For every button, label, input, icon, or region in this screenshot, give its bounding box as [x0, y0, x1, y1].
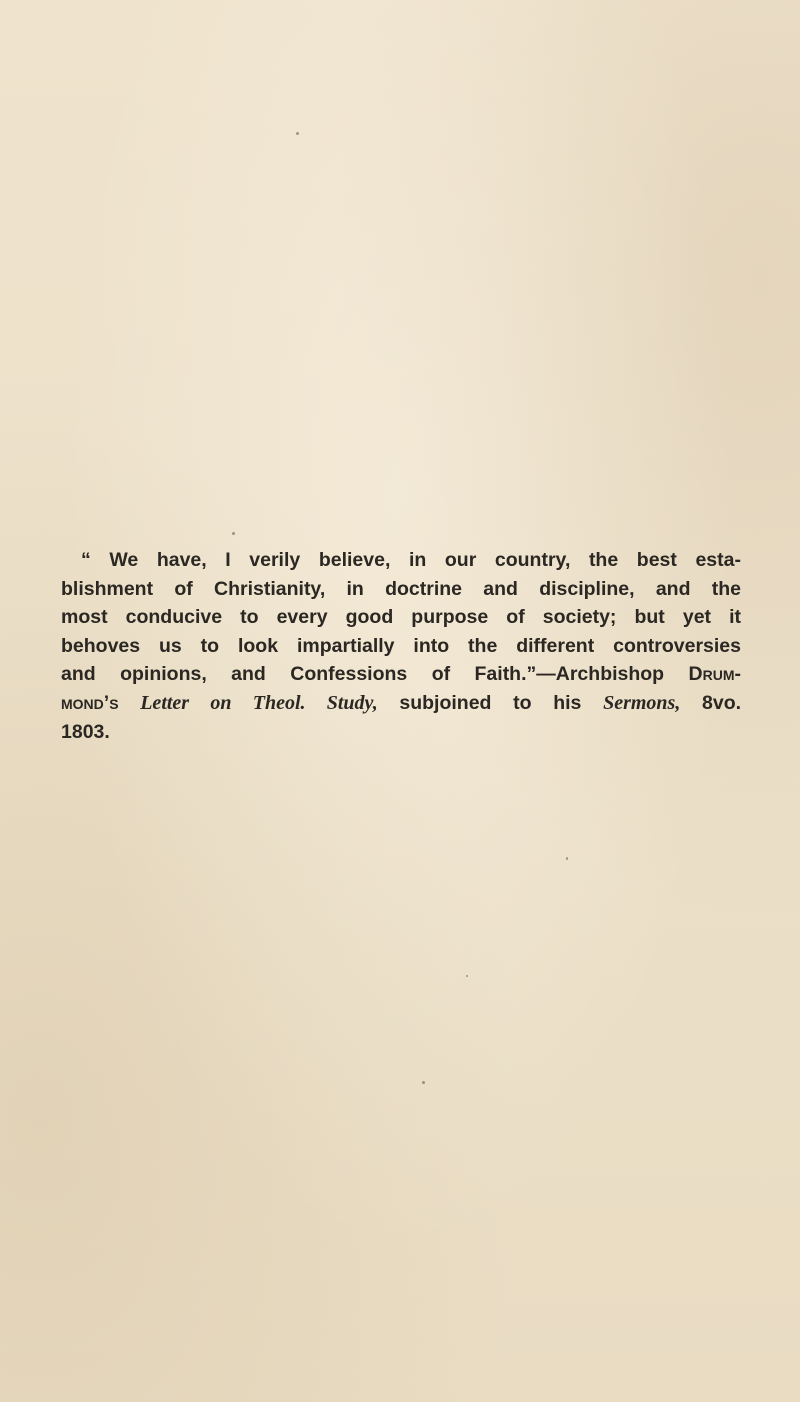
show-through-texture: [0, 70, 800, 104]
quote-line-5-text: and opinions, and Confessions of Faith.”—Archbishop: [61, 663, 689, 686]
collection-title: Sermons,: [603, 691, 681, 714]
paper-speck: [466, 975, 468, 977]
publication-year: 1803.: [61, 720, 110, 743]
quote-line-1: “ We have, I verily believe, in our country, the best esta-: [81, 549, 741, 571]
paper-speck: [422, 1081, 425, 1084]
book-format: 8vo.: [680, 691, 742, 714]
paper-speck: [232, 532, 235, 535]
quote-line-5: [61, 660, 741, 689]
author-surname-part-2: mond’s: [61, 691, 119, 714]
quote-line-3: most conducive to every good purpose of society; but yet it: [61, 606, 741, 629]
citation-connector: subjoined to his: [377, 691, 604, 714]
author-surname-part-1: Drum-: [688, 663, 741, 686]
quote-line-2: blishment of Christianity, in doctrine and discipline, and the: [61, 577, 741, 600]
citation-line: [61, 689, 741, 718]
work-title: Letter on Theol. Study,: [140, 691, 378, 714]
paper-speck: [296, 132, 299, 135]
epigraph-quotation: [61, 546, 741, 746]
paper-speck: [566, 857, 568, 860]
quote-line-4: behoves us to look impartially into the different controversies: [61, 634, 741, 657]
